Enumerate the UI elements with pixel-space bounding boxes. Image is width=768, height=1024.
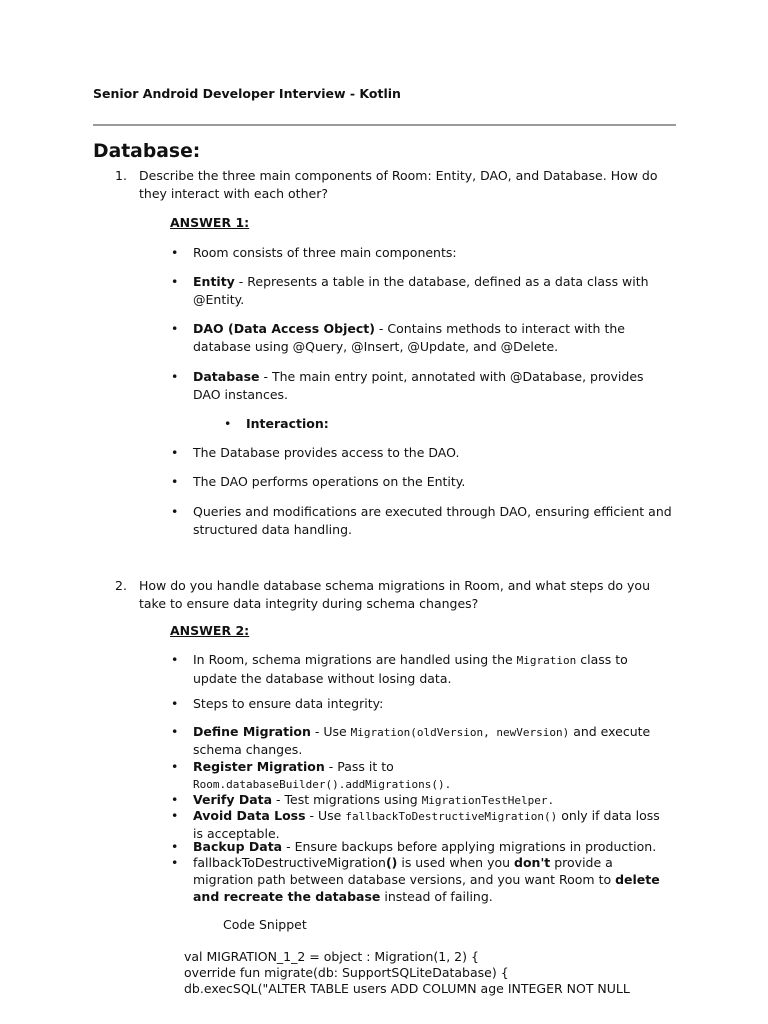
list-item: • In Room, schema migrations are handled using the Migration class to update the database without losing data. [193, 651, 673, 688]
list-item: • Define Migration - Use Migration(oldVersion, newVersion) and execute schema changes. [193, 723, 673, 758]
list-item: • Verify Data - Test migrations using MigrationTestHelper. [193, 791, 673, 809]
list-item: • Room consists of three main components: [193, 244, 673, 262]
list-item: • Register Migration - Pass it to Room.databaseBuilder().addMigrations(). [193, 758, 673, 793]
code-line: db.execSQL("ALTER TABLE users ADD COLUMN age INTEGER NOT NULL [184, 981, 630, 996]
horizontal-divider [93, 124, 676, 126]
section-heading: Database: [93, 141, 201, 162]
list-item: • Queries and modifications are executed through DAO, ensuring efficient and structured data handling. [193, 503, 673, 539]
document-title: Senior Android Developer Interview - Kotlin [93, 86, 401, 101]
code-snippet-title: Code Snippet [223, 917, 307, 932]
question-2 [115, 577, 679, 613]
list-item: • The DAO performs operations on the Entity. [193, 473, 673, 491]
list-item: • Avoid Data Loss - Use fallbackToDestructiveMigration() only if data loss is acceptable. [193, 807, 673, 842]
question-number: 2. [115, 578, 127, 593]
list-item: • Backup Data - Ensure backups before applying migrations in production. [193, 838, 673, 855]
question-1 [115, 167, 679, 203]
answer-1-label: ANSWER 1: [170, 215, 250, 230]
list-item: • Steps to ensure data integrity: [193, 695, 673, 713]
code-line: val MIGRATION_1_2 = object : Migration(1, 2) { [184, 949, 479, 964]
list-item: • Database - The main entry point, annotated with @Database, provides DAO instances. [193, 368, 673, 404]
list-item: • The Database provides access to the DAO. [193, 444, 673, 462]
question-text: How do you handle database schema migrations in Room, and what steps do you take to ensure data integrity during schema changes? [139, 578, 650, 611]
question-text: Describe the three main components of Room: Entity, DAO, and Database. How do they interact with each other? [139, 168, 658, 201]
sub-list-item: • Interaction: [246, 415, 329, 433]
answer-2-label: ANSWER 2: [170, 623, 250, 638]
list-item: • DAO (Data Access Object) - Contains methods to interact with the database using @Query, @Insert, @Update, and @Delete. [193, 320, 673, 356]
question-number: 1. [115, 168, 127, 183]
list-item: • Entity - Represents a table in the database, defined as a data class with @Entity. [193, 273, 673, 309]
list-item: • fallbackToDestructiveMigration() is used when you don't provide a migration path between database versions, and you want Room to delete and recreate the database instead of failing. [193, 854, 673, 905]
code-line: override fun migrate(db: SupportSQLiteDatabase) { [184, 965, 509, 980]
